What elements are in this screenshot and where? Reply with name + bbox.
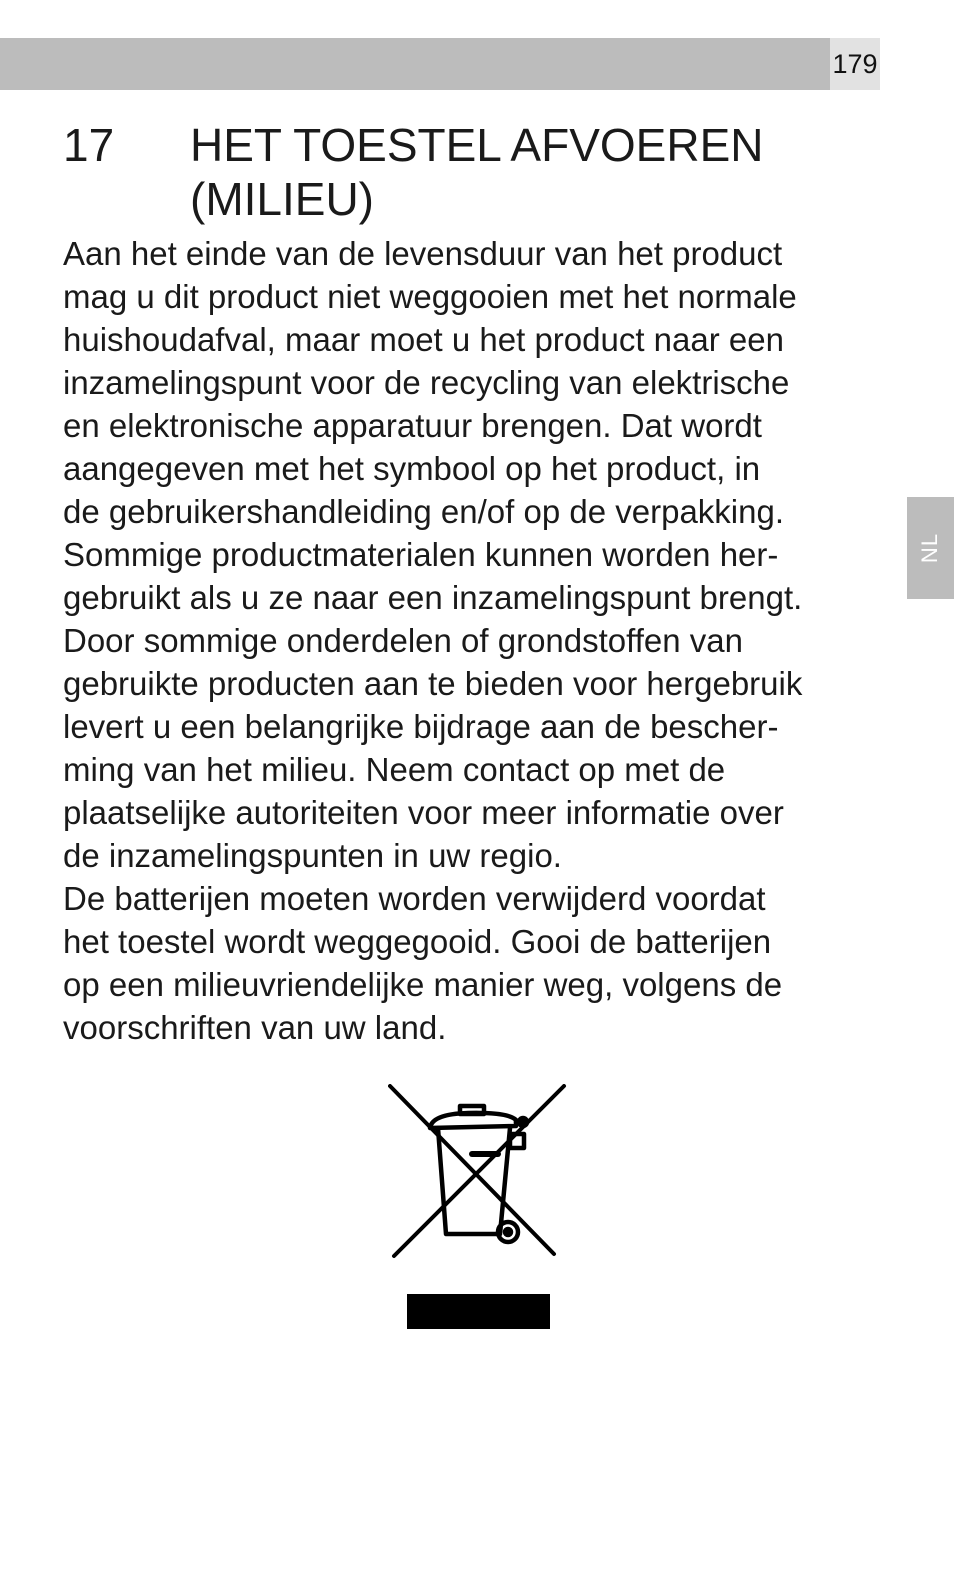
page-number: 179 xyxy=(830,38,880,90)
language-tab xyxy=(907,497,954,599)
symbol-underline-bar xyxy=(407,1294,550,1329)
section-title: HET TOESTEL AFVOEREN (MILIEU) xyxy=(190,119,764,225)
body-text xyxy=(63,232,893,1049)
section-number: 17 xyxy=(63,119,115,171)
paragraph-disposal: Aan het einde van de levensduur van het product mag u dit product niet weggooien met het normale huishoudafval, maar moet u het product naar een inzamelingspunt voor de recycling van elektrische en elektronische apparatuur brengen. Dat wordt aangegeven met het symbool op het product, in de gebruikershandleiding en/of op de verpakking. Sommige productmaterialen kunnen worden her- gebruikt als u ze naar een inzamelingspunt brengt. Door sommige onderdelen of grondstoffen van gebruikte producten aan te bieden voor hergebruik levert u een belangrijke bijdrage aan de bescher- ming van het milieu. Neem contact op met de plaatselijke autoriteiten voor meer informatie over de inzamelingspunten in uw regio. xyxy=(63,235,803,874)
paragraph-batteries: De batterijen moeten worden verwijderd voordat het toestel wordt weggegooid. Gooi de batterijen op een milieuvriendelijke manier weg, volgens de voorschriften van uw land. xyxy=(63,880,783,1046)
section-heading xyxy=(63,118,903,226)
crossed-out-wheelie-bin-icon xyxy=(388,1084,568,1260)
header-bar xyxy=(0,38,830,90)
language-tab-label: NL xyxy=(917,532,943,564)
